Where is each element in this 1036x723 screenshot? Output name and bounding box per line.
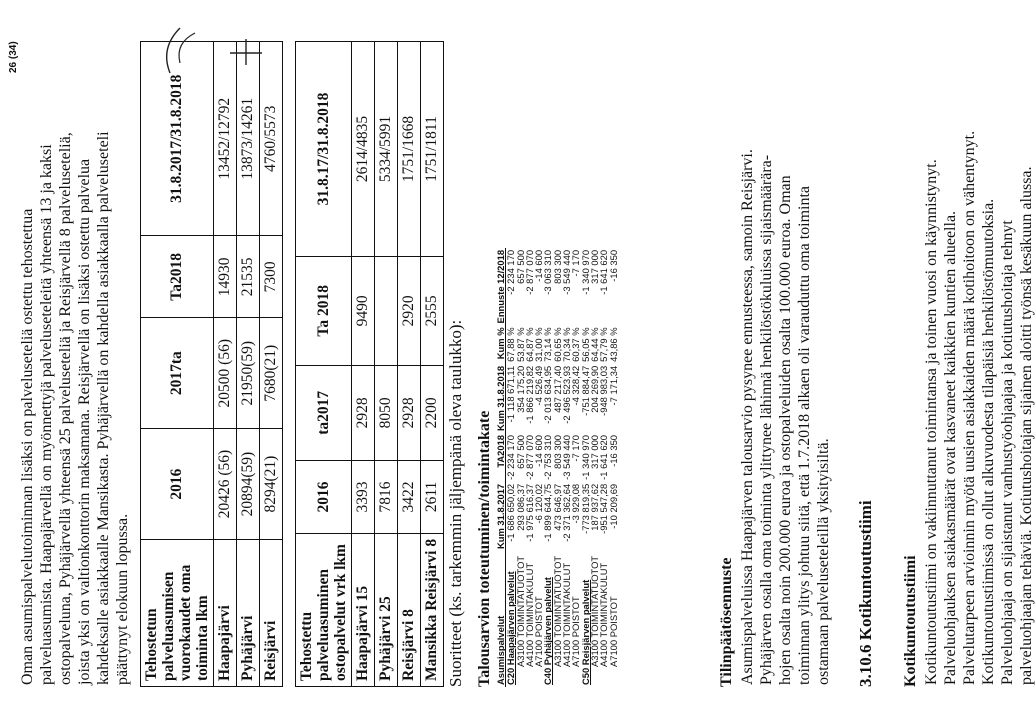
table-row [260,42,283,687]
budget-cell: -2 496 523,93 [561,365,573,424]
budget-cell: 487 217,40 [551,365,563,413]
handwritten-mark [150,13,270,83]
page-number: 26 (34) [8,41,19,73]
budget-cell: -948 983,03 [598,365,610,416]
text-line: Asumispalveluissa Haapajärven talousarvio pysynee ennusteessa, samoin Reisjärvi. [739,149,756,685]
text-line: ostamaan palveluseteleillä yksityisiltä. [815,438,832,685]
table-cell [375,257,398,366]
table-cell: 3393 [352,460,375,533]
budget-cell: A3100 TOIMINTATUOTOT [514,555,526,667]
column-header: 31.8.17/31.8.2018 [296,42,352,257]
budget-cell: -7 171,34 [607,365,619,406]
budget-cell: -1 340 970 [579,249,591,295]
budget-cell: -1 118 671,11 [505,365,517,423]
budget-cell: -4 526,49 [533,365,545,406]
column-header: 2016 [141,429,214,540]
budget-cell: A3100 TOIMINTATUOTOT [551,555,563,667]
table-header-row [141,42,214,687]
table-row [352,42,375,687]
budget-cell: -1 899 644,75 [542,483,554,542]
budget-cell: C20 Haapajärven palvelut [505,571,517,685]
budget-cell: 56,05 % [579,327,591,362]
budget-cell: 657 500 [514,435,526,469]
text-line: hojen osalta noin 200.000 euroa ja ostopalveluiden osalta 100.000 euroa. Oman [777,175,794,685]
budget-cell: -1 641 620 [598,249,610,295]
table-header-label [141,540,214,687]
budget-cell: 64,44 % [588,327,600,362]
row-label: Reisjärvi 8 [398,533,421,686]
budget-cell: A4100 TOIMINTAKULUT [523,562,535,667]
table-cell: 9490 [352,257,375,366]
budget-cell: 31,00 % [533,327,545,362]
budget-title: Talousarvion toteutuminen/toimintakate [476,410,493,687]
table-row [214,42,237,687]
budget-cell: -1 641 620 [598,435,610,480]
budget-cell: 57,79 % [598,327,610,362]
tilinpaatos-paragraph [738,45,833,685]
budget-cell: -2 234 170 [505,435,517,480]
budget-cell: 803 300 [551,435,563,469]
table-cell: 20500 (56) [214,318,237,429]
budget-cell: C40 Pyhäjärven palvelut [542,577,554,685]
table-row [375,42,398,687]
table-cell: 20894(59) [237,429,260,540]
budget-cell: -7 170 [570,435,582,462]
text-line: Palvelutarpeen arvioinnin myötä uusien asiakkaiden määrä kotihoitoon on vähentynyt. [961,130,978,685]
header-line: Tehostetun [143,608,160,681]
budget-cell: -14 600 [533,435,545,467]
header-line: palveluasumisen [160,571,177,681]
budget-cell: 70,34 % [561,327,573,362]
text-line: Oman asumispalvelutoiminnan lisäksi on palveluseteliä ostettu tehostettua [19,208,36,685]
section-heading: 3.10.6 Kotikuntoutustiimi [856,500,875,687]
budget-cell: -2 753 310 [542,435,554,480]
budget-cell: -751 884,47 [579,365,591,416]
budget-header: Ennuste 12/2018 [495,249,506,324]
table-row [421,42,444,687]
table-cell: 2555 [421,257,444,366]
budget-cell: 187 937,62 [588,483,600,531]
row-label: Haapajärvi [214,540,237,687]
header-line: Tehostettu [298,611,315,681]
budget-cell: -14 600 [533,249,545,282]
table-cell: 4760/5573 [260,42,283,236]
budget-cell: -10 209,69 [607,483,619,529]
intro-paragraph [18,45,132,685]
table-cell: 1751/1668 [398,42,421,257]
header-line: ostopalvelut vrk lkm [332,544,349,681]
kotikuntoutus-paragraph [922,45,1036,685]
text-line: palveluasumista. Haapajärvellä on myönnettyjä palveluseteleitä yhteensä 13 ja kaksi [38,144,55,685]
budget-cell: -2 371 362,64 [561,483,573,542]
table-row [237,42,260,687]
header-line: vuorokaudet oma [177,564,194,681]
table-cell: 8050 [375,365,398,460]
text-line: Kotikuntoutustiimissä on ollut alkuvuodesta tilapäisiä henkilöstömuutoksia. [980,198,997,685]
header-line: palveluasuminen [315,569,332,681]
row-label: Pyhäjärvi [237,540,260,687]
budget-cell: A7100 POISTOT [607,596,619,667]
column-header: 2016 [296,460,352,533]
budget-cell: -2 234 170 [505,249,517,295]
row-label: Reisjärvi [260,540,283,687]
budget-cell: -16 350 [607,435,619,467]
suoritteet-note: Suoritteet (ks. tarkemmin jäljempänä oleva taulukko): [446,319,465,687]
text-line: palveluohjaajan tehäviä. Kotiutushoitajan sijainen aloitti työnsä kesäkuun alussa. [1018,166,1035,685]
budget-cell: 317 000 [588,249,600,284]
budget-cell: A4100 TOIMINTAKULUT [598,562,610,667]
text-line: joista yksi on valtionkonttorin maksamana. Reisjärvellä on lisäksi ostettu palvelua [76,158,93,685]
text-line: Palveluohjauksen asiakasmäärät ovat kasvaneet kaikkien kuntien alueella. [942,210,959,685]
row-label: Pyhäjärvi 25 [375,533,398,686]
budget-cell: -2 877 070 [523,435,535,480]
table-cell: 3422 [398,460,421,533]
budget-cell: -3 549 440 [561,249,573,295]
budget-cell: -7 170 [570,249,582,277]
table-cell: 14930 [214,236,237,318]
column-header: 2017ta [141,318,214,429]
budget-cell: 803 300 [551,249,563,284]
table-row [398,42,421,687]
budget-cell: -1 340 970 [579,435,591,480]
budget-cell: 67,88 % [505,327,517,362]
budget-cell: 293 086,37 [514,483,526,531]
table-cell: 2928 [352,365,375,460]
table-cell: 2611 [421,460,444,533]
table-cell: 2920 [398,257,421,366]
text-line: päättynyt elokuun lopussa. [114,513,131,685]
budget-cell: 73,14 % [542,327,554,362]
table-cell: 13873/14261 [237,42,260,236]
budget-cell: -3 063 310 [542,249,554,295]
row-label: Mansikka Reisjärvi 8 [421,533,444,686]
table-ostopalvelut [295,41,444,687]
budget-cell: 354 175,20 [514,365,526,413]
budget-cell: -6 120,02 [533,483,545,524]
table-cell: 7300 [260,236,283,318]
text-line: kahdeksalle asiakkaalle Mansikasta. Pyhäjärvellä on kahdella asiakkaalla palveluseteli [95,131,112,685]
text-line: ostopalveluna, Pyhäjärvellä yhteensä 25 palveluseteliä ja Reisjärvellä 8 palveluseteliä, [57,132,74,685]
budget-cell: A4100 TOIMINTAKULUT [561,562,573,667]
column-header: Ta 2018 [296,257,352,366]
budget-header: Asumispalvelut [496,551,506,687]
budget-table [496,248,618,687]
table-header-row [296,42,352,687]
budget-cell: -1 686 650,02 [505,483,517,542]
table-palveluasuminen-oma [140,41,283,687]
table-cell: 5334/5991 [375,42,398,257]
budget-header: Kum 31.8.2017 [495,483,506,549]
table-cell: 2200 [421,365,444,460]
budget-cell: 60,65 % [551,327,563,362]
budget-header: Kum 31.8.2018 [495,365,506,431]
budget-cell: -1 975 616,37 [523,483,535,542]
table-cell: 2928 [398,365,421,460]
budget-cell: C50 Reisjärven palvelut [579,579,591,685]
budget-cell: A3100 TOIMINTATUOTOT [588,555,600,667]
row-label: Haapajärvi 15 [352,533,375,686]
table-cell: 21950(59) [237,318,260,429]
table-cell: 7680(21) [260,318,283,429]
header-line: toiminta lkm [194,595,211,681]
budget-cell: -951 547,28 [598,483,610,534]
text-line: Palveluohjaaja on sijaistanut vanhustyöohjaajaa ja kotiutushoitaja tehnyt [999,220,1016,685]
budget-cell: 43,86 % [607,327,619,362]
budget-header: Kum % [496,325,506,363]
budget-header: TA2018 [496,433,506,482]
budget-cell: 317 000 [588,435,600,469]
table-cell: 20426 (56) [214,429,237,540]
budget-cell: 64,87 % [523,327,535,362]
budget-cell: -1 866 219,82 [523,365,535,424]
text-line: toiminnan ylitys johtuu siitä, että 1.7.2018 alkaen oli varauduttu oma toiminta [796,185,813,685]
budget-cell: A7100 POISTOT [570,596,582,667]
column-header: Ta2018 [141,236,214,318]
budget-cell: -4 328,42 [570,365,582,406]
table-cell: 7816 [375,460,398,533]
budget-cell: -3 549 440 [561,435,573,480]
text-line: Kotikuntoutustiimi on vakiinnuttanut toimintansa ja toinen vuosi on käynnistynyt. [923,159,940,685]
table-cell: 1751/1811 [421,42,444,257]
budget-cell: -3 929,08 [570,483,582,524]
column-header: 31.8.2017/31.8.2018 [141,42,214,236]
budget-cell: 657 500 [514,249,526,284]
budget-cell: -16 350 [607,249,619,282]
budget-cell: 60,37 % [570,327,582,362]
budget-cell: -773 819,35 [579,483,591,534]
budget-cell: A7100 POISTOT [533,596,545,667]
kotikuntoutus-heading: Kotikuntoutustiimi [902,555,919,687]
budget-cell: -2 877 070 [523,249,535,295]
table-cell: 2614/4835 [352,42,375,257]
budget-row [609,248,618,687]
budget-cell: 204 269,90 [588,365,600,413]
table-cell: 8294(21) [260,429,283,540]
column-header: ta2017 [296,365,352,460]
budget-cell: 473 646,97 [551,483,563,531]
budget-cell: 53,87 % [514,327,526,362]
tilinpaatos-heading: Tilinpäätösennuste [718,557,735,687]
table-cell: 13452/12792 [214,42,237,236]
table-cell: 21535 [237,236,260,318]
table-header-label [296,533,352,686]
budget-cell: -2 013 634,95 [542,365,554,424]
text-line: Pyhäjärven osalla oma toiminta ylittynee lähinnä henkilöstökuluissa sijaismäärära- [758,154,775,685]
